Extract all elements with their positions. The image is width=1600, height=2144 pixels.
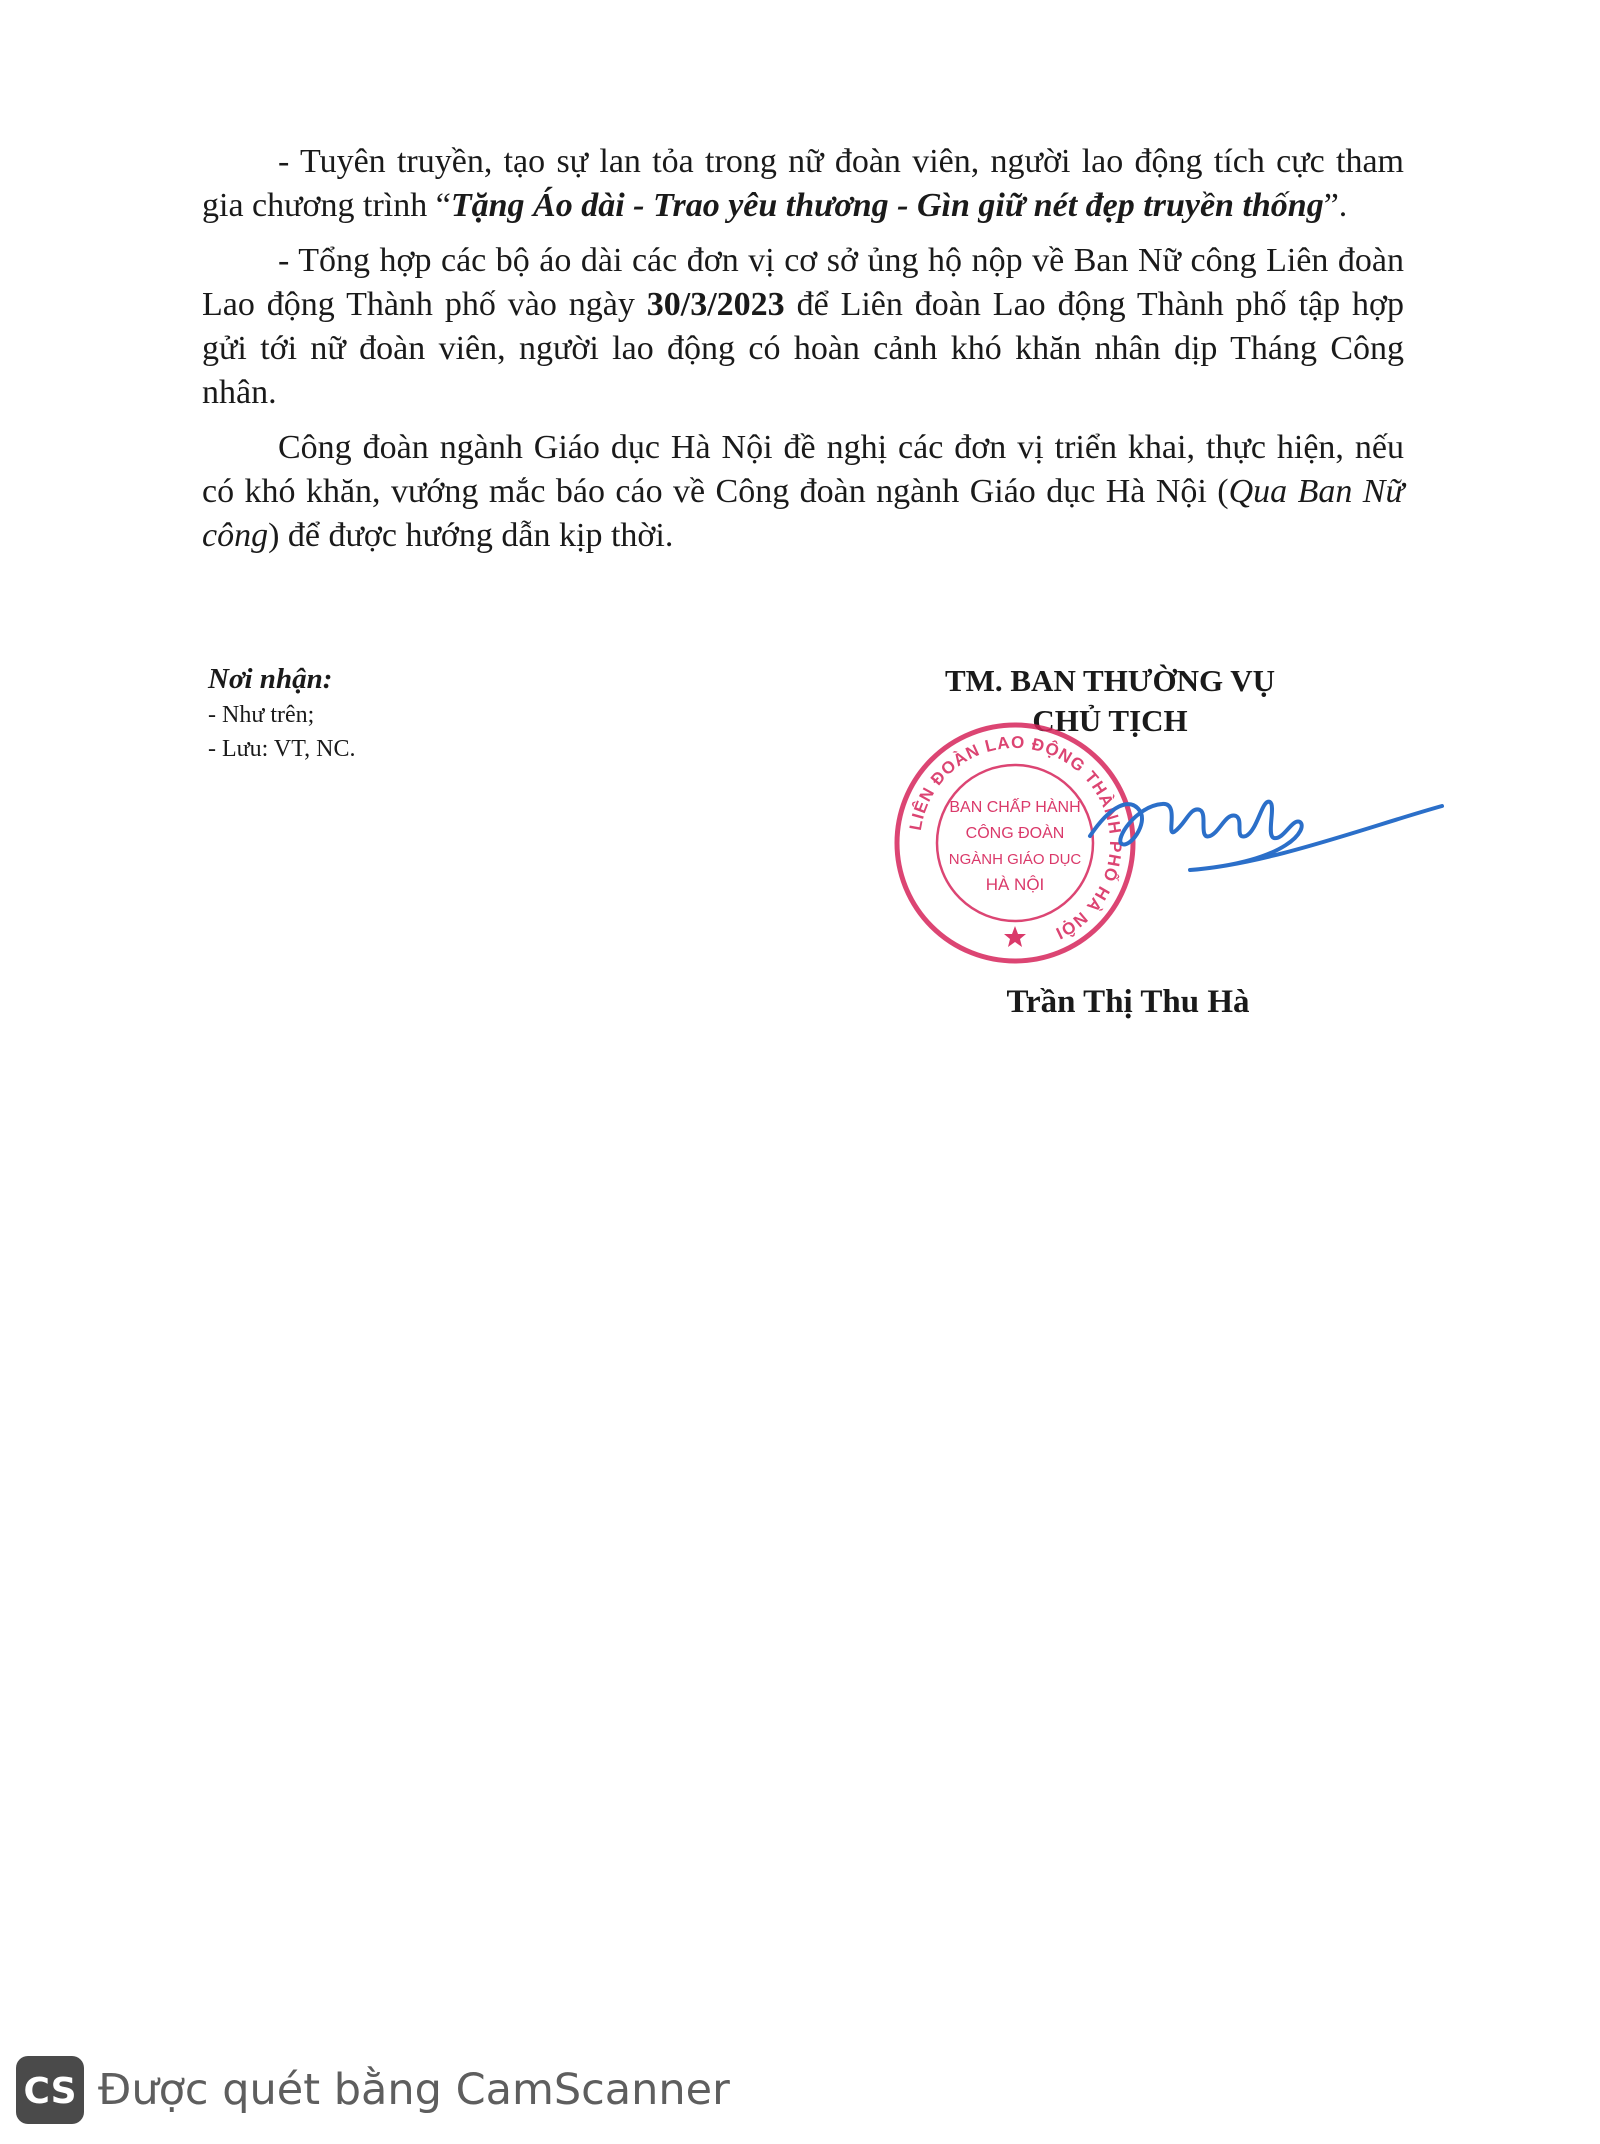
signer-name: Trần Thị Thu Hà [1006, 984, 1250, 1020]
handwritten-signature [1070, 766, 1450, 896]
signature-title-line: CHỦ TỊCH [1032, 703, 1188, 738]
camscanner-logo-icon [16, 2056, 84, 2124]
recipient-item: - Như trên; [208, 702, 315, 728]
signature-block [880, 652, 1440, 1032]
program-name: Tặng Áo dài - Trao yêu thương - Gìn giữ nét đẹp truyền thống [450, 187, 1324, 224]
document-body [202, 140, 1404, 558]
seal-line: BAN CHẤP HÀNH [949, 799, 1081, 816]
recipients-block [208, 660, 355, 766]
seal-line: NGÀNH GIÁO DỤC [948, 851, 1082, 868]
contact-department: Qua Ban Nữ công [202, 473, 1405, 554]
camscanner-watermark [16, 2054, 730, 2126]
paragraph-collection: - Tổng hợp các bộ áo dài các đơn vị cơ sở ủng hộ nộp về Ban Nữ công Liên đoàn Lao động Thành phố vào ngày 30/3/2023 để Liên đoàn Lao động Thành phố tập hợp gửi tới nữ đoàn viên, người lao động có hoàn cảnh khó khăn nhân dịp Tháng Công nhân. [202, 242, 1404, 411]
paragraph-request: Công đoàn ngành Giáo dục Hà Nội đề nghị các đơn vị triển khai, thực hiện, nếu có khó khăn, vướng mắc báo cáo về Công đoàn ngành Giáo dục Hà Nội (Qua Ban Nữ công) để được hướng dẫn kịp thời. [202, 429, 1405, 554]
paragraph-propaganda: - Tuyên truyền, tạo sự lan tỏa trong nữ đoàn viên, người lao động tích cực tham gia chương trình “Tặng Áo dài - Trao yêu thương - Gìn giữ nét đẹp truyền thống”. [202, 143, 1404, 224]
seal-line: CÔNG ĐOÀN [965, 825, 1065, 842]
seal-star-icon [1004, 926, 1026, 947]
seal-line: HÀ NỘI [985, 875, 1045, 894]
seal-ring-text: LIÊN ĐOÀN LAO ĐỘNG THÀNH PHỐ HÀ NỘI [905, 732, 1126, 944]
watermark-text: Được quét bằng CamScanner [98, 2065, 730, 2115]
signature-org-line: TM. BAN THƯỜNG VỤ [944, 663, 1276, 698]
svg-text:CS: CS [23, 2071, 77, 2112]
signature-icon [1070, 766, 1450, 896]
deadline-date: 30/3/2023 [646, 286, 785, 323]
recipient-item: - Lưu: VT, NC. [208, 736, 356, 762]
recipients-heading: Nơi nhận: [208, 663, 333, 695]
